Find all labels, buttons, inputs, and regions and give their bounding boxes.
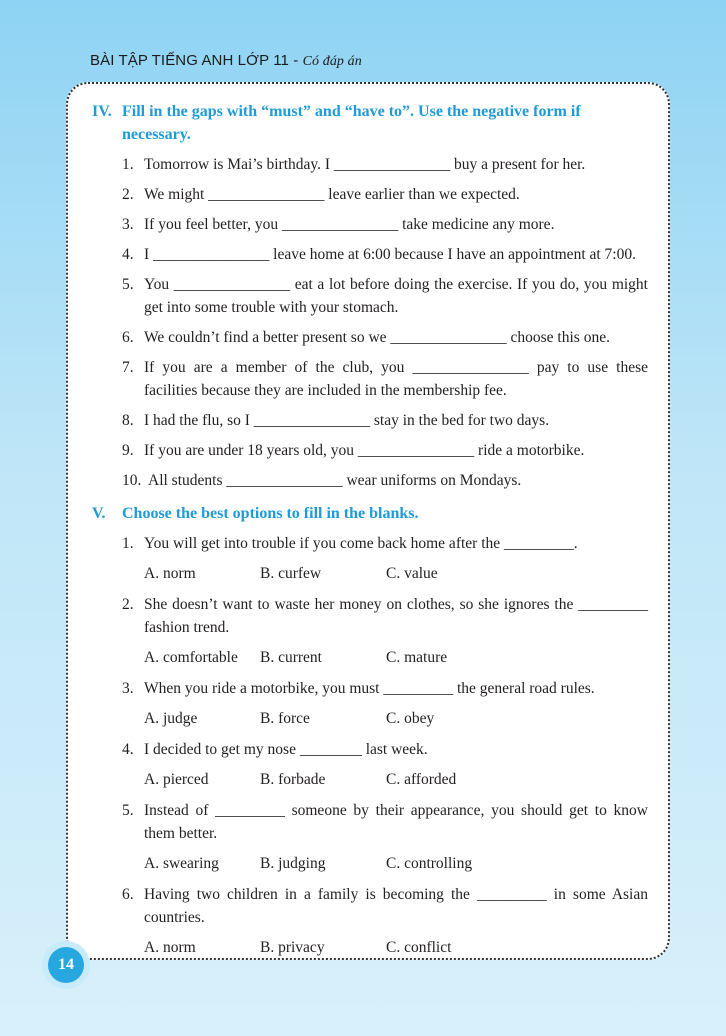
option-a[interactable]: A. swearing [144, 855, 219, 872]
option-b[interactable]: B. current [260, 649, 322, 666]
option-b[interactable]: B. curfew [260, 565, 322, 582]
option-c[interactable]: C. conflict [386, 939, 452, 956]
answer-options [144, 852, 648, 875]
option-c[interactable]: C. mature [386, 649, 448, 666]
section-title: V. Choose the best options to fill in the blanks. [92, 505, 419, 522]
exercise-content [92, 100, 648, 959]
question-item: 5. Instead of _________ someone by their appearance, you should get to know them better. [122, 802, 648, 842]
option-b[interactable]: B. privacy [260, 939, 325, 956]
page-number: 14 [48, 947, 84, 983]
option-a[interactable]: A. pierced [144, 771, 209, 788]
option-a[interactable]: A. comfortable [144, 649, 238, 666]
option-b[interactable]: B. forbade [260, 771, 326, 788]
header-subtitle: Có đáp án [302, 54, 362, 69]
page-header [90, 52, 362, 70]
question-item: 3. When you ride a motorbike, you must _________ the general road rules. [122, 680, 595, 697]
section-v [92, 502, 648, 959]
question-item: 9. If you are under 18 years old, you _______________ ride a motorbike. [122, 442, 585, 459]
option-c[interactable]: C. controlling [386, 855, 473, 872]
option-b[interactable]: B. force [260, 710, 310, 727]
option-a[interactable]: A. norm [144, 565, 196, 582]
answer-options [144, 936, 648, 959]
answer-options [144, 707, 648, 730]
question-item: 8. I had the flu, so I _______________ stay in the bed for two days. [122, 412, 550, 429]
option-c[interactable]: C. afforded [386, 771, 457, 788]
option-a[interactable]: A. judge [144, 710, 198, 727]
option-a[interactable]: A. norm [144, 939, 196, 956]
question-item: 3. If you feel better, you _______________ take medicine any more. [122, 216, 555, 233]
question-item: 2. We might _______________ leave earlier than we expected. [122, 186, 520, 203]
page-number-badge [42, 941, 90, 989]
section-title: IV. Fill in the gaps with “must” and “have to”. Use the negative form if necessary. [92, 103, 581, 143]
question-item: 2. She doesn’t want to waste her money on clothes, so she ignores the _________ fashion trend. [122, 596, 648, 636]
question-item: 4. I _______________ leave home at 6:00 because I have an appointment at 7:00. [122, 246, 636, 263]
header-title: BÀI TẬP TIẾNG ANH LỚP 11 - [90, 52, 303, 69]
question-item: 4. I decided to get my nose ________ last week. [122, 741, 428, 758]
question-item: 5. You _______________ eat a lot before doing the exercise. If you do, you might get into some trouble with your stomach. [122, 276, 648, 316]
question-item: 6. We couldn’t find a better present so we _______________ choose this one. [122, 329, 610, 346]
answer-options [144, 562, 648, 585]
option-c[interactable]: C. obey [386, 710, 435, 727]
answer-options [144, 646, 648, 669]
option-c[interactable]: C. value [386, 565, 438, 582]
question-item: 1. You will get into trouble if you come back home after the _________. [122, 535, 578, 552]
question-item: 7. If you are a member of the club, you _______________ pay to use these facilities because they are included in the membership fee. [122, 359, 648, 399]
question-item: 6. Having two children in a family is becoming the _________ in some Asian countries. [122, 886, 648, 926]
question-item: 1. Tomorrow is Mai’s birthday. I _______________ buy a present for her. [122, 156, 586, 173]
option-b[interactable]: B. judging [260, 855, 326, 872]
question-item: 10. All students _______________ wear uniforms on Mondays. [122, 472, 522, 489]
section-iv [92, 100, 648, 492]
answer-options [144, 768, 648, 791]
